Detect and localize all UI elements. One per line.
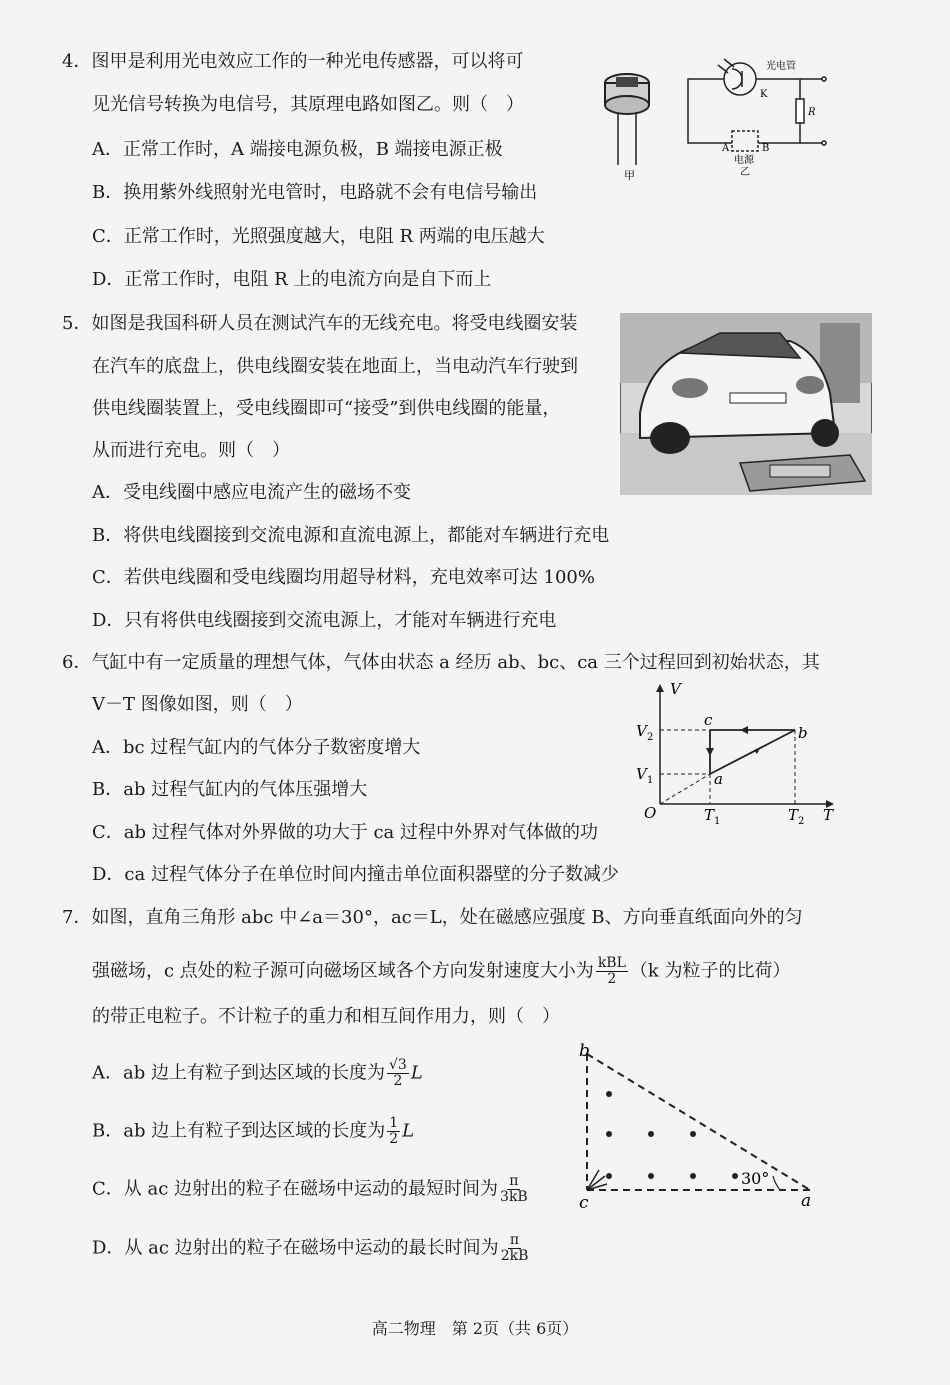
q5-stem-line4: 从而进行充电。则（ ） xyxy=(92,440,290,461)
vertex-b-label: b xyxy=(579,1041,590,1061)
q5-stem-line2: 在汽车的底盘上，供电线圈安装在地面上，当电动汽车行驶到 xyxy=(92,356,578,377)
q7-option-c-fraction xyxy=(500,1174,528,1205)
label-yi: 乙 xyxy=(740,167,750,178)
v-axis-arrow-icon xyxy=(656,684,664,692)
q6-stem-line1: 6．气缸中有一定质量的理想气体，气体由状态 a 经历 ab、bc、ca 三个过程回到初始状态，其 xyxy=(62,652,820,673)
point-c-label: c xyxy=(704,711,713,729)
q7-option-b xyxy=(92,1116,414,1147)
q7-option-c-numerator: π xyxy=(509,1173,519,1189)
triangle-abc xyxy=(587,1054,810,1190)
car-charging-photo xyxy=(620,313,872,495)
particle-source-arrows-icon xyxy=(587,1170,607,1190)
label-source: 电源 xyxy=(734,155,754,166)
q7-option-b-text: B．ab 边上有粒子到达区域的长度为 xyxy=(92,1120,386,1142)
q7-option-a-unit: L xyxy=(410,1062,423,1084)
q7-stem-line3: 的带正电粒子。不计粒子的重力和相互间作用力，则（ ） xyxy=(92,1006,560,1027)
q7-option-b-denominator: 2 xyxy=(389,1131,399,1147)
vertex-c-label: c xyxy=(579,1193,589,1213)
label-tube: 光电管 xyxy=(766,61,796,72)
vertex-a-label: a xyxy=(801,1191,812,1211)
q7-option-b-fraction xyxy=(387,1116,400,1147)
v-axis-label: V xyxy=(670,680,681,698)
t1-label: T xyxy=(704,806,715,824)
label-b: B xyxy=(762,143,770,154)
bc-arrow-icon xyxy=(740,726,748,734)
ca-arrow-icon xyxy=(706,748,714,756)
q7-option-b-numerator: 1 xyxy=(389,1115,399,1131)
speed-numerator: kBL xyxy=(597,955,626,971)
q7-option-a-text: A．ab 边上有粒子到达区域的长度为 xyxy=(92,1062,385,1084)
q5-stem-line3: 供电线圈装置上，受电线圈即可“接受”到供电线圈的能量， xyxy=(92,398,561,419)
speed-denominator: 2 xyxy=(607,971,617,987)
q4-option-d: D．正常工作时，电阻 R 上的电流方向是自下而上 xyxy=(92,269,492,290)
magnetic-field-dots xyxy=(606,1091,738,1179)
q5-option-a: A．受电线圈中感应电流产生的磁场不变 xyxy=(92,482,411,503)
q7-option-c-text: C．从 ac 边射出的粒子在磁场中运动的最短时间为 xyxy=(92,1178,499,1200)
q5-option-d: D．只有将供电线圈接到交流电源上，才能对车辆进行充电 xyxy=(92,610,557,631)
q7-option-d-fraction xyxy=(501,1233,529,1264)
q7-option-a xyxy=(92,1058,423,1089)
label-k: K xyxy=(760,89,768,100)
q6-stem-line2: V－T 图像如图，则（ ） xyxy=(92,694,303,715)
q6-option-d: D．ca 过程气体分子在单位时间内撞击单位面积器壁的分子数减少 xyxy=(92,864,619,885)
q7-option-b-unit: L xyxy=(402,1120,415,1142)
q4-stem-line2: 见光信号转换为电信号，其原理电路如图乙。则（ ） xyxy=(92,94,524,115)
q7-option-c-denominator: 3kB xyxy=(500,1189,528,1205)
q4-sensor-figure xyxy=(600,55,840,185)
t-axis-label: T xyxy=(823,806,834,824)
v2-label: V xyxy=(636,722,647,740)
q5-option-c: C．若供电线圈和受电线圈均用超导材料，充电效率可达 100% xyxy=(92,567,595,588)
process-ab xyxy=(710,730,795,774)
q4-option-a: A．正常工作时，A 端接电源负极，B 端接电源正极 xyxy=(92,139,503,160)
q7-option-c xyxy=(92,1174,530,1205)
t2-subscript: 2 xyxy=(798,816,805,825)
point-a-label: a xyxy=(714,770,723,788)
q6-option-a: A．bc 过程气缸内的气体分子数密度增大 xyxy=(92,737,421,758)
t2-label: T xyxy=(788,806,799,824)
q7-stem-line2 xyxy=(92,956,791,987)
q4-stem-line1: 4．图甲是利用光电效应工作的一种光电传感器，可以将可 xyxy=(62,51,524,72)
q5-option-b: B．将供电线圈接到交流电源和直流电源上，都能对车辆进行充电 xyxy=(92,525,610,546)
q7-stem-line2-b: （k 为粒子的比荷） xyxy=(629,960,791,982)
circuit-diagram xyxy=(688,59,826,151)
q7-stem-line1: 7．如图，直角三角形 abc 中∠a＝30°，ac＝L，处在磁感应强度 B、方向垂直纸面向外的匀 xyxy=(62,907,803,928)
v2-subscript: 2 xyxy=(647,732,654,743)
q4-option-b: B．换用紫外线照射光电管时，电路就不会有电信号输出 xyxy=(92,182,538,203)
triangle-field-figure xyxy=(565,1038,825,1213)
label-jia: 甲 xyxy=(624,169,635,182)
t1-subscript: 1 xyxy=(714,816,721,825)
point-b-label: b xyxy=(798,724,808,742)
photo-sensor-device xyxy=(605,74,649,165)
q4-option-c: C．正常工作时，光照强度越大，电阻 R 两端的电压越大 xyxy=(92,226,545,247)
q7-option-a-denominator: 2 xyxy=(393,1073,403,1089)
q7-option-a-numerator: √3 xyxy=(388,1057,407,1073)
v1-subscript: 1 xyxy=(647,775,654,786)
q5-stem-line1: 5．如图是我国科研人员在测试汽车的无线充电。将受电线圈安装 xyxy=(62,313,578,334)
q6-option-c: C．ab 过程气体对外界做的功大于 ca 过程中外界对气体做的功 xyxy=(92,822,599,843)
angle-label: 30° xyxy=(741,1169,770,1188)
q7-option-d-numerator: π xyxy=(509,1232,520,1248)
q7-stem-line2-a: 强磁场，c 点处的粒子源可向磁场区域各个方向发射速度大小为 xyxy=(92,960,594,982)
speed-fraction xyxy=(596,956,628,987)
q6-option-b: B．ab 过程气缸内的气体压强增大 xyxy=(92,779,368,800)
origin-label: O xyxy=(644,804,657,822)
q7-option-d xyxy=(92,1233,530,1264)
q7-option-a-fraction xyxy=(387,1058,409,1089)
label-r: R xyxy=(808,107,816,118)
vt-graph xyxy=(630,680,850,825)
label-a: A xyxy=(722,143,730,154)
q7-option-d-text: D．从 ac 边射出的粒子在磁场中运动的最长时间为 xyxy=(92,1237,499,1259)
page-footer: 高二物理 第 2页（共 6页） xyxy=(371,1319,579,1338)
q7-option-d-denominator: 2kB xyxy=(500,1248,529,1264)
v1-label: V xyxy=(636,765,647,783)
